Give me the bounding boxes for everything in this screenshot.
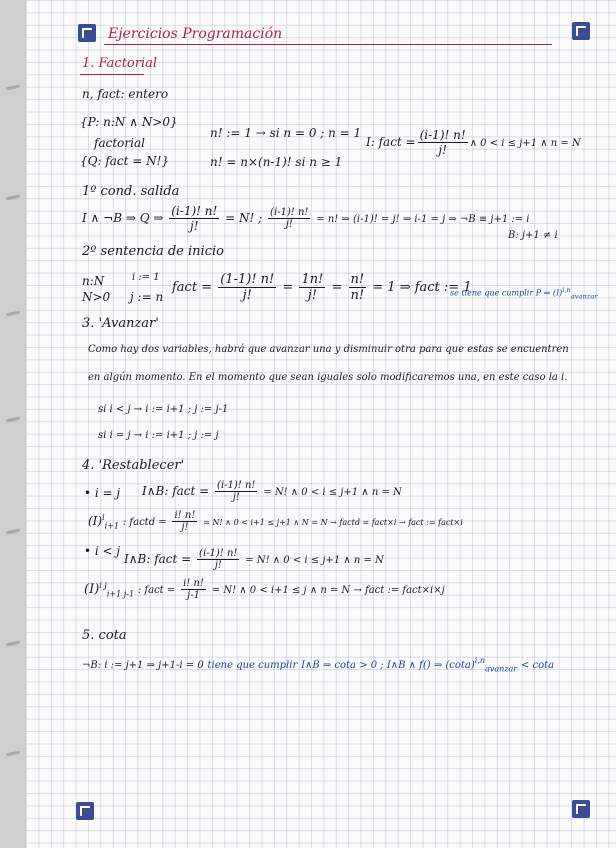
section-factorial-heading: 1. Factorial: [82, 56, 158, 71]
restore-case-1-inv: I∧B: fact = $\frac{(i-1)! n!}{j!}$ = N! ∧ 0 < i ≤ j+1 ∧ n = N: [142, 480, 402, 503]
restore-heading: 4. 'Restablecer': [82, 458, 185, 473]
init-n: n:N: [82, 274, 105, 288]
postcondition: {Q: fact = N!}: [80, 154, 170, 168]
restore-case-2: • i < j: [84, 544, 121, 558]
advance-rule-1: si i < j → i := i+1 ; j := j-1: [98, 404, 229, 415]
restore-case-2-inv: I∧B: fact = $\frac{(i-1)! n!}{j!}$ = N! ∧ 0 < i ≤ j+1 ∧ n = N: [124, 548, 384, 571]
factorial-def-base: n! := 1 → si n = 0 ; n = 1: [210, 126, 362, 140]
declaration: n, fact: entero: [82, 87, 169, 101]
init-fact-line: fact = $\frac{(1-1)! n!}{j!}$ = $\frac{1n!}{j!}$ = $\frac{n!}{n!}$ = 1 ⇒ fact := 1: [172, 272, 472, 303]
corner-mark-bottom-right-icon: [572, 800, 590, 818]
bound-heading: 5. cota: [82, 628, 127, 643]
restore-case-1-subst: $(I)^i_{i+1}$ : factd = $\frac{i! n!}{j!}$ = N! ∧ 0 < i+1 ≤ j+1 ∧ N = N → factd = fact×i → fact := fact×i: [88, 510, 463, 533]
bound-line: ¬B: i := j+1 ⇒ j+1-i = 0 tiene que cumplir I∧B ⇒ cota > 0 ; I∧B ∧ f() ⇒ $(\cot a)^{i,n}_{avanzar} < \cot a$: [82, 656, 555, 674]
advance-paragraph-1: Como hay dos variables, habrá que avanzar una y disminuir otra para que estas se encuentren: [88, 344, 569, 355]
precondition: {P: n:N ∧ N>0}: [80, 115, 178, 129]
advance-paragraph-2: en algún momento. En el momento que sean iguales solo modificaremos una, en este caso la i.: [88, 372, 568, 383]
scan-edge: [0, 0, 26, 848]
section-underline: [80, 74, 144, 75]
corner-mark-top-right-icon: [572, 22, 590, 40]
exit-condition-line: I ∧ ¬B ⇒ Q ⇒ $\frac{(i-1)! n!}{j!}$ = N! ; $\frac{(i-1)! n!}{j!}$ = n! ⇒ (i-1)! = j! ⇒ i-1 = j ⇒ ¬B ≡ j+1 := i: [82, 204, 530, 233]
title-underline: [104, 44, 552, 45]
init-heading: 2º sentencia de inicio: [82, 244, 224, 259]
advance-heading: 3. 'Avanzar': [82, 316, 159, 331]
init-j: j := n: [130, 290, 164, 304]
loop-guard: B: j+1 ≠ i: [508, 230, 558, 241]
init-N: N>0: [82, 290, 111, 304]
advance-rule-2: si i = j → i := i+1 ; j := j: [98, 430, 219, 441]
factorial-label: factorial: [94, 136, 145, 150]
corner-mark-bottom-left-icon: [76, 802, 94, 820]
invariant: I: fact = $\frac{(i-1)! n!}{j!}$ ∧ 0 < i ≤ j+1 ∧ n = N: [366, 128, 581, 157]
exit-condition-heading: 1º cond. salida: [82, 184, 180, 199]
init-note: se tiene que cumplir P ⇒ $(I)^{i,n}_{avanzar}$: [450, 286, 598, 301]
factorial-def-rec: n! = n×(n-1)! si n ≥ 1: [210, 155, 343, 169]
init-i: i := 1: [132, 272, 160, 283]
restore-case-2-subst: $(I)^{i j}_{i+1 j-1}$ : fact = $\frac{i! n!}{j-1}$ = N! ∧ 0 < i+1 ≤ j ∧ n = N → fact := fact×i×j: [84, 578, 445, 601]
restore-case-1: • i = j: [84, 486, 121, 500]
corner-mark-top-left-icon: [78, 24, 96, 42]
page-title: Ejercicios Programación: [108, 26, 283, 42]
